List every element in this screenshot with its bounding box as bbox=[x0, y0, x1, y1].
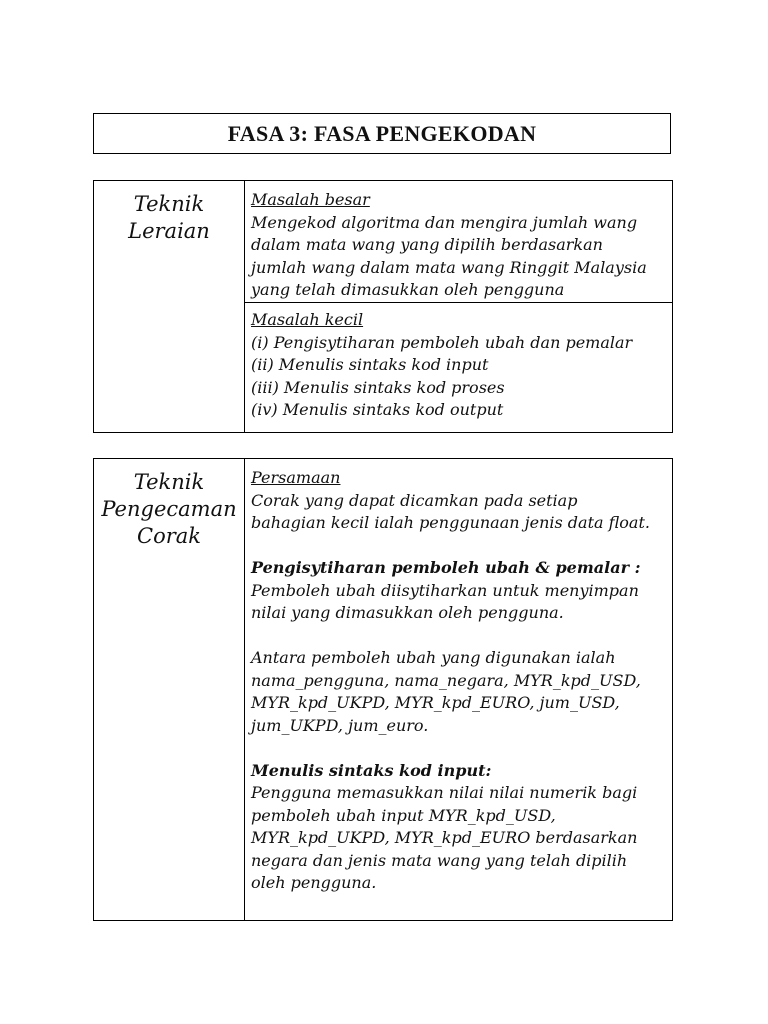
text-line: nilai yang dimasukkan oleh pengguna. bbox=[251, 603, 564, 622]
text-line: negara dan jenis mata wang yang telah dipilih bbox=[251, 850, 628, 870]
table-pengecaman-corak bbox=[93, 458, 673, 921]
text-line: jumlah wang dalam mata wang Ringgit Malaysia bbox=[251, 257, 647, 277]
technique-label bbox=[94, 459, 245, 920]
text-line: Mengekod algoritma dan mengira jumlah wang bbox=[251, 212, 638, 232]
text-line: Corak yang dapat dicamkan pada setiap bbox=[251, 490, 578, 510]
pengecaman-cell bbox=[245, 459, 672, 895]
list-item: (ii) Menulis sintaks kod input bbox=[251, 355, 489, 374]
text-line: bahagian kecil ialah penggunaan jenis data float. bbox=[251, 513, 650, 532]
masalah-kecil-cell bbox=[245, 303, 672, 432]
technique-content bbox=[245, 459, 672, 920]
section-heading: Menulis sintaks kod input: bbox=[251, 760, 492, 780]
text-line: MYR_kpd_UKPD, MYR_kpd_EURO berdasarkan bbox=[251, 828, 638, 847]
text-line: Pengguna memasukkan nilai nilai numerik bagi bbox=[251, 783, 638, 802]
text-line: jum_UKPD, jum_euro. bbox=[251, 715, 429, 735]
technique-label-line: Teknik bbox=[133, 192, 205, 216]
technique-label-line: Corak bbox=[137, 524, 201, 548]
text-line: yang telah dimasukkan oleh pengguna bbox=[251, 280, 565, 299]
cell-heading: Masalah besar bbox=[251, 190, 370, 209]
text-line: MYR_kpd_UKPD, MYR_kpd_EURO, jum_USD, bbox=[251, 693, 620, 712]
text-line: pemboleh ubah input MYR_kpd_USD, bbox=[251, 805, 556, 825]
technique-content bbox=[245, 181, 672, 432]
text-line: oleh pengguna. bbox=[251, 873, 377, 892]
text-line: dalam mata wang yang dipilih berdasarkan bbox=[251, 235, 603, 254]
list-item: (i) Pengisytiharan pemboleh ubah dan pemalar bbox=[251, 332, 633, 352]
text-line: Antara pemboleh ubah yang digunakan ialah bbox=[251, 648, 616, 667]
cell-heading: Masalah kecil bbox=[251, 310, 364, 329]
technique-label-line: Pengecaman bbox=[101, 497, 237, 521]
text-line: nama_pengguna, nama_negara, MYR_kpd_USD, bbox=[251, 670, 641, 690]
section-heading: Pengisytiharan pemboleh ubah & pemalar : bbox=[251, 558, 641, 577]
technique-label-line: Leraian bbox=[128, 219, 210, 243]
page-title: FASA 3: FASA PENGEKODAN bbox=[93, 113, 671, 154]
list-item: (iii) Menulis sintaks kod proses bbox=[251, 377, 505, 397]
masalah-besar-cell bbox=[245, 181, 672, 303]
table-leraian bbox=[93, 180, 673, 433]
list-item: (iv) Menulis sintaks kod output bbox=[251, 400, 504, 419]
text-line: Pemboleh ubah diisytiharkan untuk menyimpan bbox=[251, 580, 639, 600]
technique-label bbox=[94, 181, 245, 432]
technique-label-line: Teknik bbox=[133, 470, 205, 494]
cell-heading: Persamaan bbox=[251, 468, 341, 487]
